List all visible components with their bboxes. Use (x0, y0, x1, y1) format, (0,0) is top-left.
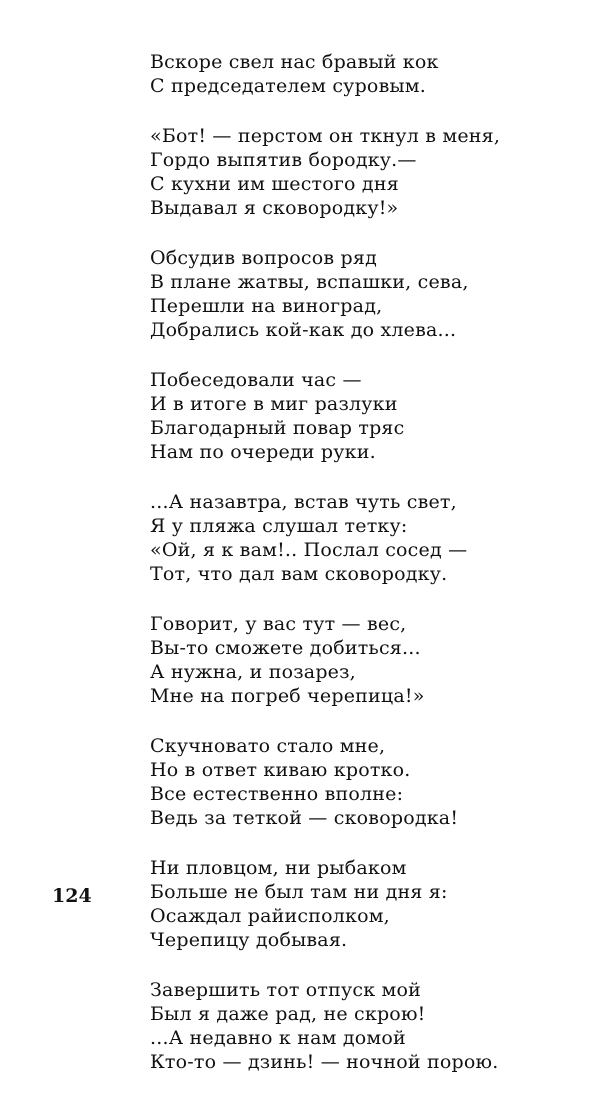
stanza-2 (150, 124, 501, 220)
poem-line: Больше не был там ни дня я: (150, 881, 448, 903)
poem-line: С председателем суровым. (150, 75, 427, 97)
poem-line: В плане жатвы, вспашки, сева, (150, 271, 469, 293)
poem-line: Вскоре свел нас бравый кок (150, 51, 439, 73)
poem-line: Вы-то сможете добиться... (150, 637, 421, 659)
poem-line: Я у пляжа слушал тетку: (150, 515, 408, 537)
poem-line: Завершить тот отпуск мой (150, 979, 422, 1001)
poem-line: Все естественно вполне: (150, 783, 404, 805)
poem-line: Тот, что дал вам сковородку. (150, 563, 448, 585)
poem-line: Мне на погреб черепица!» (150, 685, 425, 707)
stanza-3 (150, 246, 490, 342)
poem-line: Гордо выпятив бородку.— (150, 149, 417, 171)
poem-line: И в итоге в миг разлуки (150, 393, 398, 415)
poem-line: Говорит, у вас тут — вес, (150, 613, 407, 635)
stanza-7 (150, 734, 490, 830)
poem-line: ...А назавтра, встав чуть свет, (150, 491, 457, 513)
stanza-5 (150, 490, 490, 586)
stanza-6 (150, 612, 490, 708)
poem-line: Нам по очереди руки. (150, 441, 376, 463)
poem-line: Обсудив вопросов ряд (150, 247, 377, 269)
poem (150, 50, 501, 1100)
stanza-8 (150, 856, 490, 952)
poem-line: А нужна, и позарез, (150, 661, 356, 683)
poem-line: Был я даже рад, не скрою! (150, 1003, 426, 1025)
poem-line: Кто-то — дзинь! — ночной порою. (150, 1051, 499, 1073)
page-number: 124 (52, 885, 92, 907)
poem-line: Скучновато стало мне, (150, 735, 386, 757)
poem-line: Выдавал я сковородку!» (150, 197, 399, 219)
poem-line: Добрались кой-как до хлева... (150, 319, 457, 341)
poem-line: «Бот! — перстом он ткнул в меня, (150, 125, 501, 147)
poem-line: «Ой, я к вам!.. Послал сосед — (150, 539, 468, 561)
stanza-1 (150, 50, 490, 98)
stanza-4 (150, 368, 490, 464)
poem-line: ...А недавно к нам домой (150, 1027, 406, 1049)
stanza-9 (150, 978, 499, 1074)
poem-line: Осаждал райисполком, (150, 905, 390, 927)
poem-line: Перешли на виноград, (150, 295, 383, 317)
poem-line: Но в ответ киваю кротко. (150, 759, 411, 781)
poem-line: Благодарный повар тряс (150, 417, 405, 439)
poem-line: Ни пловцом, ни рыбаком (150, 857, 407, 879)
poem-line: Ведь за теткой — сковородка! (150, 807, 459, 829)
poem-line: Черепицу добывая. (150, 929, 348, 951)
poem-line: Побеседовали час — (150, 369, 362, 391)
poem-line: С кухни им шестого дня (150, 173, 399, 195)
